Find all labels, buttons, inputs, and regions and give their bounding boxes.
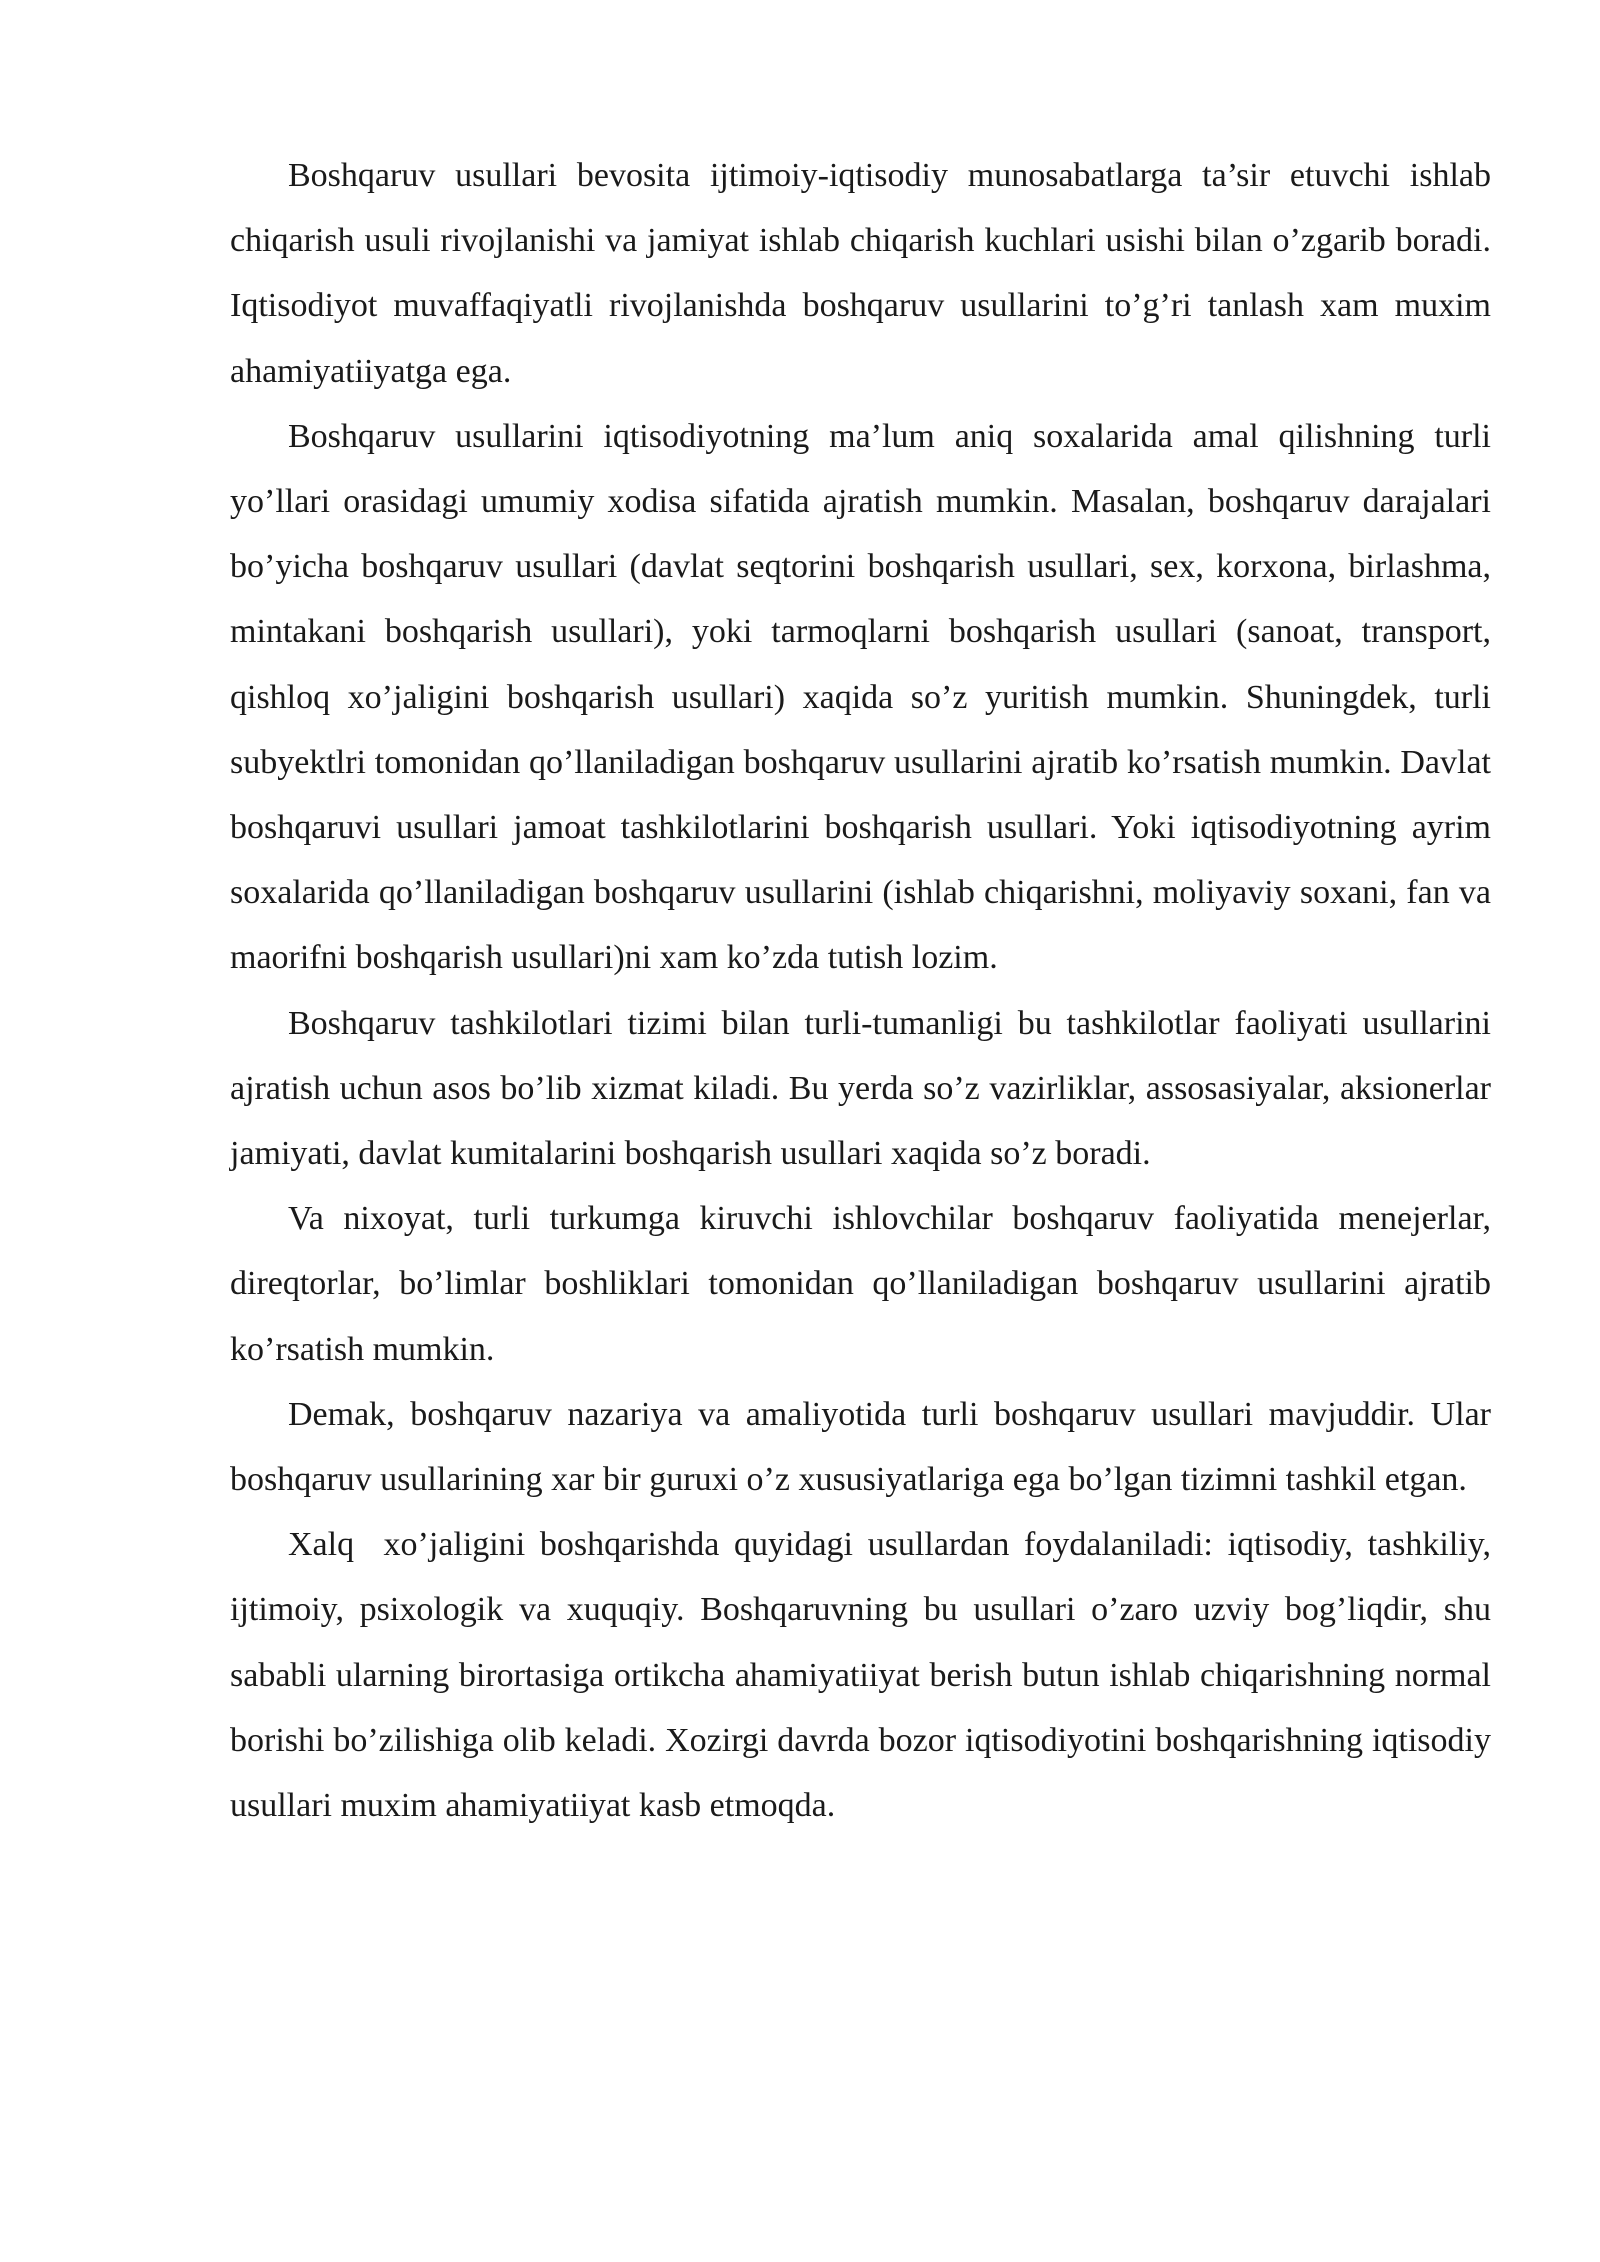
paragraph-5: Demak, boshqaruv nazariya va amaliyotida turli boshqaruv usullari mavjuddir. Ular boshqaruv usullarining xar bir guruxi o’z xususiyatlariga ega bo’lgan tizimni tashkil etgan. [230, 1395, 1500, 1499]
paragraph-3: Boshqaruv tashkilotlari tizimi bilan turli-tumanligi bu tashkilotlar faoliyati usullarini ajratish uchun asos bo’lib xizmat kiladi. Bu yerda so’z vazirliklar, assosasiyalar, aksionerlar jamiyati, davlat kumitalarini boshqarish usullari xaqida so’z boradi. [230, 1004, 1500, 1173]
paragraph-2: Boshqaruv usullarini iqtisodiyotning ma’lum aniq soxalarida amal qilishning turli yo’llari orasidagi umumiy xodisa sifatida ajratish mumkin. Masalan, boshqaruv darajalari bo’yicha boshqaruv usullari (davlat seqtorini boshqarish usullari, sex, korxona, birlashma, mintakani boshqarish usullari), yoki tarmoqlarni boshqarish usullari (sanoat, transport, qishloq xo’jaligini boshqarish usullari) xaqida so’z yuritish mumkin. Shuningdek, turli subyektlri tomonidan qo’llaniladigan boshqaruv usullarini ajratib ko’rsatish mumkin. Davlat boshqaruvi usullari jamoat tashkilotlarini boshqarish usullari. Yoki iqtisodiyotning ayrim soxalarida qo’llaniladigan boshqaruv usullarini (ishlab chiqarishni, moliyaviy soxani, fan va maorifni boshqarish usullari)ni xam ko’zda tutish lozim. [230, 417, 1500, 977]
paragraph-1: Boshqaruv usullari bevosita ijtimoiy-iqtisodiy munosabatlarga ta’sir etuvchi ishlab chiqarish usuli rivojlanishi va jamiyat ishlab chiqarish kuchlari usishi bilan o’zgarib boradi. Iqtisodiyot muvaffaqiyatli rivojlanishda boshqaruv usullarini to’g’ri tanlash xam muxim ahamiyatiiyatga ega. [230, 157, 1500, 390]
document-body [230, 143, 1500, 1838]
paragraph-4: Va nixoyat, turli turkumga kiruvchi ishlovchilar boshqaruv faoliyatida menejerlar, direqtorlar, bo’limlar boshliklari tomonidan qo’llaniladigan boshqaruv usullarini ajratib ko’rsatish mumkin. [230, 1200, 1500, 1368]
paragraph-6: Xalq xo’jaligini boshqarishda quyidagi usullardan foydalaniladi: iqtisodiy, tashkiliy, ijtimoiy, psixologik va xuquqiy. Boshqaruvning bu usullari o’zaro uzviy bog’liqdir, shu sababli ularning birortasiga ortikcha ahamiyatiiyat berish butun ishlab chiqarishning normal borishi bo’zilishiga olib keladi. Xozirgi davrda bozor iqtisodiyotini boshqarishning iqtisodiy usullari muxim ahamiyatiiyat kasb etmoqda. [230, 1526, 1500, 1825]
